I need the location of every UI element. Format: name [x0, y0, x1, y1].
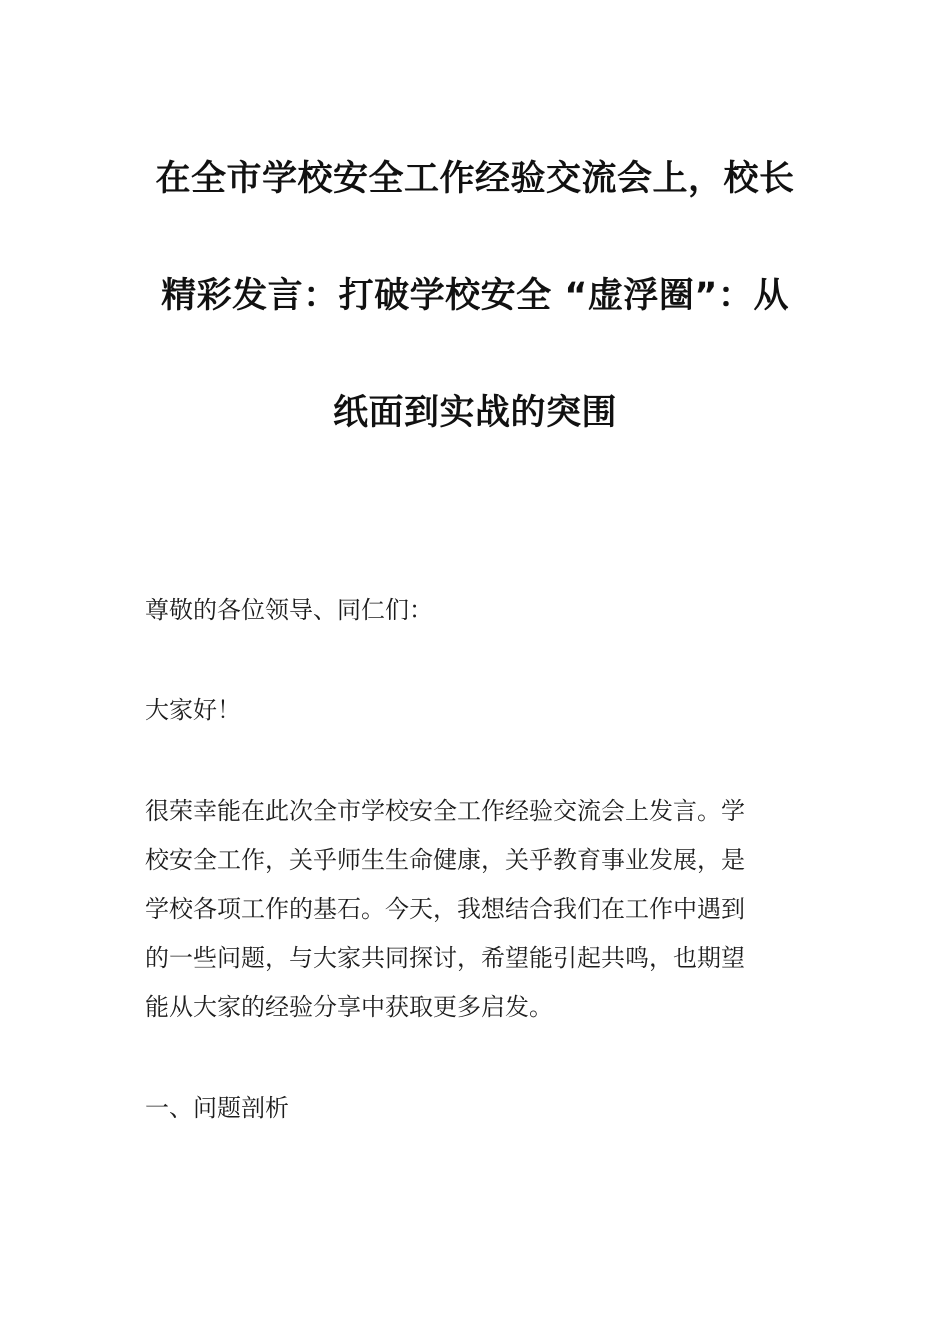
title-line-2: 精彩发言：打破学校安全 “虚浮圈”：从	[161, 276, 789, 316]
title-line-3: 纸面到实战的突围	[332, 393, 617, 433]
paragraph-line: 能从大家的经验分享中获取更多启发。	[145, 993, 553, 1021]
paragraph-line: 的一些问题，与大家共同探讨，希望能引起共鸣，也期望	[145, 944, 745, 972]
paragraph-line: 很荣幸能在此次全市学校安全工作经验交流会上发言。学	[145, 797, 745, 825]
intro-paragraph	[145, 787, 810, 1032]
paragraph-line: 学校各项工作的基石。今天，我想结合我们在工作中遇到	[145, 895, 745, 923]
title-line-1: 在全市学校安全工作经验交流会上，校长	[155, 159, 795, 199]
section-heading: 一、问题剖析	[145, 1094, 289, 1122]
paragraph-line: 校安全工作，关乎师生生命健康，关乎教育事业发展，是	[145, 846, 745, 874]
salutation: 尊敬的各位领导、同仁们：	[145, 596, 433, 624]
greeting: 大家好！	[145, 696, 241, 724]
document-title	[120, 150, 830, 501]
